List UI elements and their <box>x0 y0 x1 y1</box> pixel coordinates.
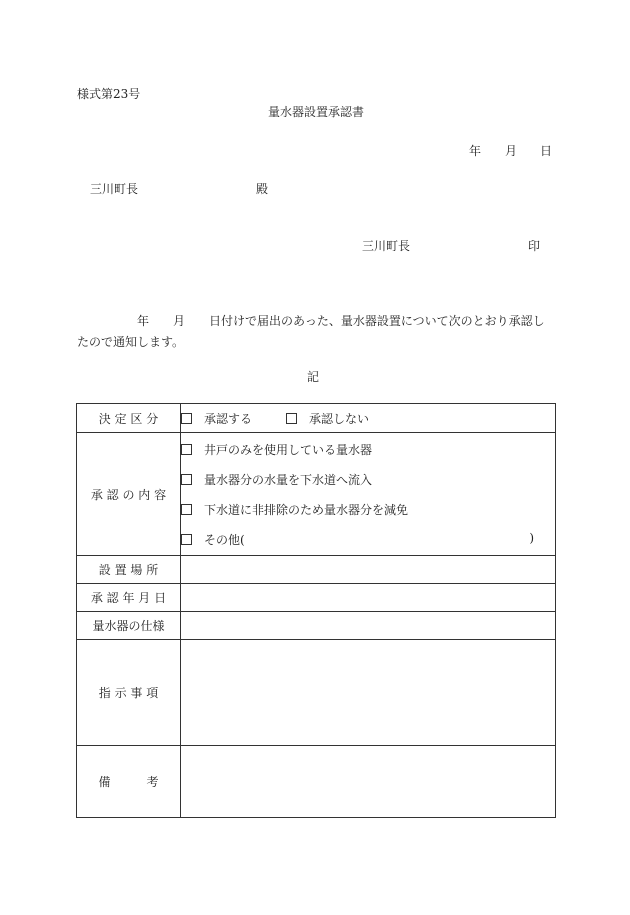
approval-date-label: 承 認 年 月 日 <box>77 584 181 612</box>
location-row <box>77 556 556 584</box>
body-sentence: 日付けで届出のあった、量水器設置について次のとおり承認したので通知します。 <box>77 314 545 349</box>
spec-field[interactable] <box>181 612 556 640</box>
option-exemption-label: 下水道に非排除のため量水器分を減免 <box>204 502 409 517</box>
approval-table <box>76 403 556 818</box>
remarks-row <box>77 746 556 818</box>
location-label: 設 置 場 所 <box>77 556 181 584</box>
decision-value <box>181 404 556 433</box>
date-year: 年 <box>469 144 482 158</box>
remarks-field[interactable] <box>181 746 556 818</box>
spec-row <box>77 612 556 640</box>
body-year: 年 <box>137 314 150 328</box>
location-field[interactable] <box>181 556 556 584</box>
body-text <box>77 311 555 353</box>
not-approve-label: 承認しない <box>309 411 370 426</box>
content-label: 承 認 の 内 容 <box>77 433 181 556</box>
not-approve-checkbox[interactable] <box>286 413 297 424</box>
body-month: 月 <box>173 314 186 328</box>
option-inflow-checkbox[interactable] <box>181 474 192 485</box>
option-other-checkbox[interactable] <box>181 534 192 545</box>
form-number: 様式第23号 <box>77 87 141 101</box>
decision-label: 決 定 区 分 <box>77 404 181 433</box>
instructions-label: 指 示 事 項 <box>77 640 181 746</box>
content-value <box>181 433 556 556</box>
approval-date-row <box>77 584 556 612</box>
date-month: 月 <box>505 144 518 158</box>
approve-checkbox[interactable] <box>181 413 192 424</box>
spec-label: 量水器の仕様 <box>77 612 181 640</box>
option-well-checkbox[interactable] <box>181 444 192 455</box>
approval-date-field[interactable] <box>181 584 556 612</box>
option-other-close: ) <box>529 530 534 545</box>
instructions-row <box>77 640 556 746</box>
option-well-label: 井戸のみを使用している量水器 <box>204 442 373 457</box>
record-mark: 記 <box>307 370 320 384</box>
date-day: 日 <box>540 144 553 158</box>
addressee-honorific: 殿 <box>256 182 269 196</box>
issuer-seal: 印 <box>528 239 541 253</box>
instructions-field[interactable] <box>181 640 556 746</box>
remarks-label: 備 考 <box>77 746 181 818</box>
option-exemption-checkbox[interactable] <box>181 504 192 515</box>
option-inflow-label: 量水器分の水量を下水道へ流入 <box>204 472 373 487</box>
document-title: 量水器設置承認書 <box>268 105 365 119</box>
option-other-label: その他( <box>204 532 245 547</box>
decision-row <box>77 404 556 433</box>
approve-label: 承認する <box>204 411 253 426</box>
content-row <box>77 433 556 556</box>
option-other-line <box>204 531 534 548</box>
issuer-name: 三川町長 <box>362 239 411 253</box>
addressee-name: 三川町長 <box>90 182 139 196</box>
